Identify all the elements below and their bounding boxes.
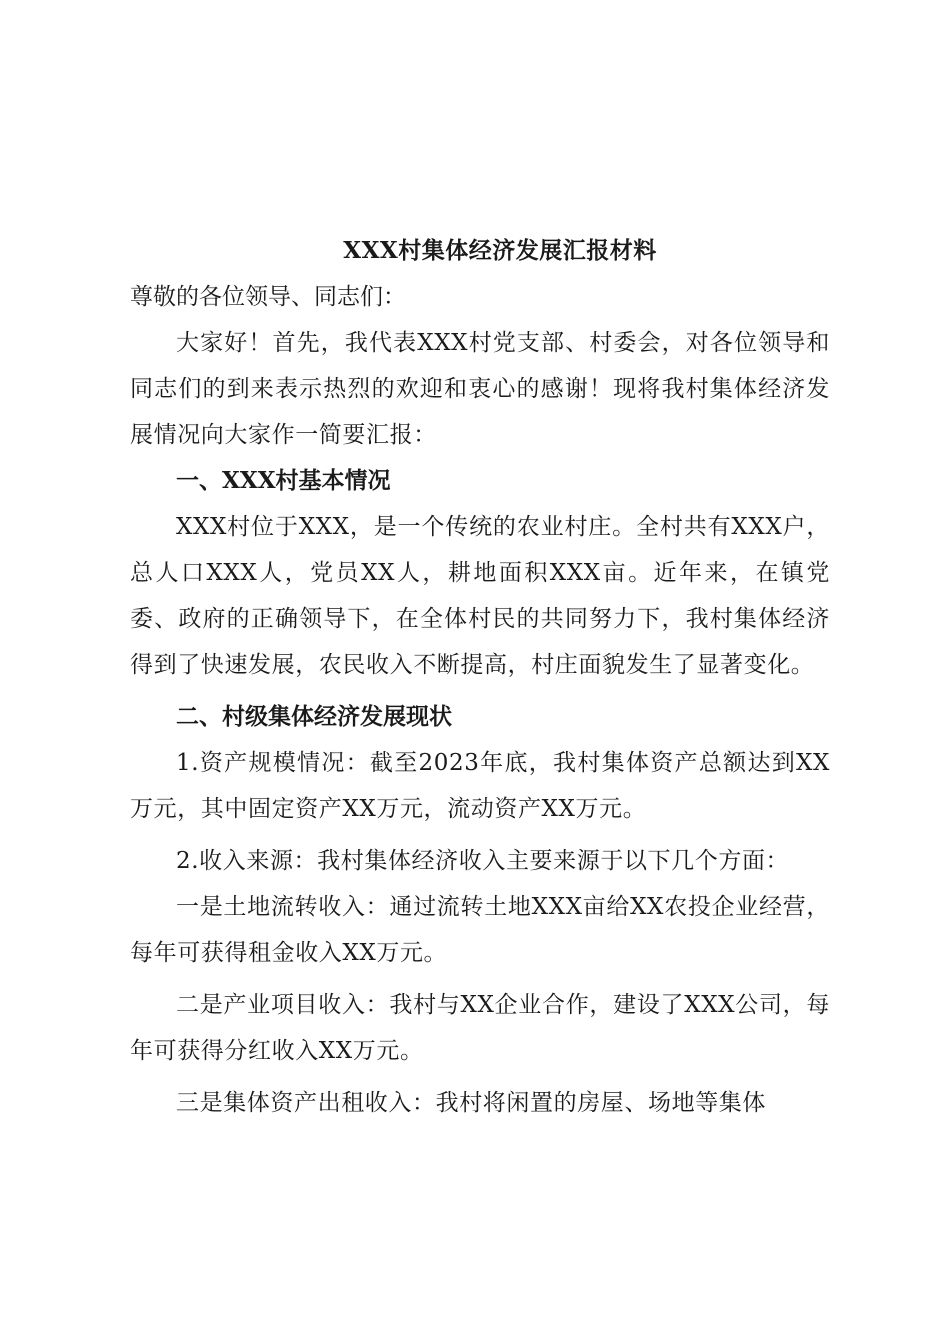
section-1-heading: 一、XXX村基本情况 [176,467,391,494]
section-2-heading: 二、村级集体经济发展现状 [176,703,452,730]
section-1-body: XXX村位于XXX，是一个传统的农业村庄。全村共有XXX户，总人口XXX人，党员XX人，耕地面积XXX亩。近年来，在镇党委、政府的正确领导下，在全体村民的共同努力下，我村集体经济得到了快速发展，农民收入不断提高，村庄面貌发生了显著变化。 [130,514,830,678]
document-body [130,236,830,1126]
income-sources-paragraph: 2.收入来源：我村集体经济收入主要来源于以下几个方面： [176,848,790,874]
industry-project-income-paragraph: 二是产业项目收入：我村与XX企业合作，建设了XXX公司，每年可获得分红收入XX万元。 [130,992,830,1064]
asset-scale-paragraph: 1.资产规模情况：截至2023年底，我村集体资产总额达到XX万元，其中固定资产XX万元，流动资产XX万元。 [130,750,830,822]
land-transfer-income-paragraph: 一是土地流转收入：通过流转土地XXX亩给XX农投企业经营，每年可获得租金收入XX万元。 [130,894,830,966]
document-title: XXX村集体经济发展汇报材料 [343,237,657,264]
salutation: 尊敬的各位领导、同志们： [130,284,406,310]
intro-paragraph: 大家好！首先，我代表XXX村党支部、村委会，对各位领导和同志们的到来表示热烈的欢迎和衷心的感谢！现将我村集体经济发展情况向大家作一简要汇报： [130,330,830,448]
asset-rental-income-paragraph: 三是集体资产出租收入：我村将闲置的房屋、场地等集体 [176,1090,766,1116]
